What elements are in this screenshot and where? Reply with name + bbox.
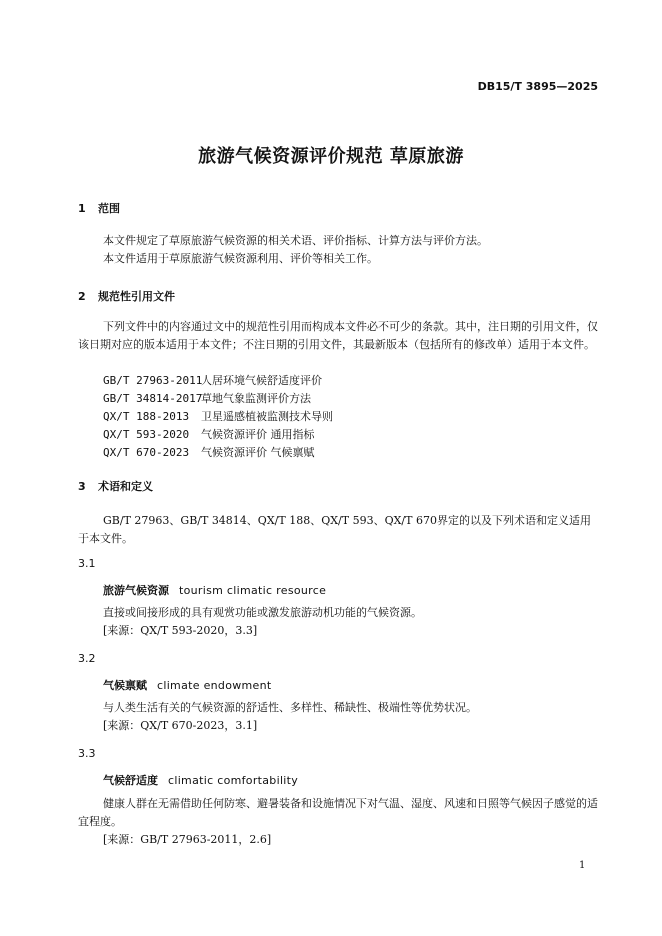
reference-item xyxy=(103,390,311,406)
term-definition: 直接或间接形成的具有观赏功能或激发旅游动机功能的气候资源。 xyxy=(103,606,422,619)
reference-item xyxy=(103,444,315,460)
section-number: 3 xyxy=(78,480,86,493)
reference-title: 卫星遥感植被监测技术导则 xyxy=(201,410,333,423)
reference-code: QX/T 188-2013 xyxy=(103,410,190,423)
term-entry xyxy=(103,772,298,788)
page-title: 旅游气候资源评价规范 草原旅游 xyxy=(198,146,464,167)
term-number: 3.1 xyxy=(78,557,96,570)
term-number: 3.3 xyxy=(78,747,96,760)
section-number: 2 xyxy=(78,290,86,303)
term-source: [来源：QX/T 593-2020，3.3] xyxy=(103,624,258,637)
term-zh: 气候舒适度 xyxy=(103,774,158,787)
term-number: 3.2 xyxy=(78,652,96,665)
reference-item xyxy=(103,372,322,388)
term-zh: 旅游气候资源 xyxy=(103,584,169,597)
term-en: climate endowment xyxy=(157,679,272,692)
section-number: 1 xyxy=(78,202,86,215)
reference-code: QX/T 670-2023 xyxy=(103,446,190,459)
term-en: tourism climatic resource xyxy=(179,584,327,597)
term-source: [来源：GB/T 27963-2011，2.6] xyxy=(103,833,272,846)
section-heading-normative-references xyxy=(78,288,175,304)
term-definition: 健康人群在无需借助任何防寒、避暑装备和设施情况下对气温、湿度、风速和日照等气候因子感觉的适宜程度。 xyxy=(78,797,598,828)
term-entry xyxy=(103,582,326,598)
paragraph: 下列文件中的内容通过文中的规范性引用而构成本文件必不可少的条款。其中，注日期的引用文件，仅该日期对应的版本适用于本文件；不注日期的引用文件，其最新版本（包括所有的修改单）适用于本文件。 xyxy=(78,320,598,351)
term-entry xyxy=(103,677,272,693)
reference-item xyxy=(103,408,333,424)
section-title: 规范性引用文件 xyxy=(98,290,175,303)
paragraph: 本文件规定了草原旅游气候资源的相关术语、评价指标、计算方法与评价方法。 xyxy=(103,234,488,247)
term-en: climatic comfortability xyxy=(168,774,299,787)
section-heading-terms xyxy=(78,478,153,494)
section-title: 范围 xyxy=(98,202,120,215)
term-definition: 与人类生活有关的气候资源的舒适性、多样性、稀缺性、极端性等优势状况。 xyxy=(103,701,477,714)
reference-code: GB/T 27963-2011 xyxy=(103,374,203,387)
reference-title: 气候资源评价 气候禀赋 xyxy=(201,446,315,459)
term-source: [来源：QX/T 670-2023，3.1] xyxy=(103,719,258,732)
reference-title: 草地气象监测评价方法 xyxy=(201,392,311,405)
paragraph: 本文件适用于草原旅游气候资源利用、评价等相关工作。 xyxy=(103,252,378,265)
section-title: 术语和定义 xyxy=(98,480,153,493)
reference-code: GB/T 34814-2017 xyxy=(103,392,203,405)
reference-code: QX/T 593-2020 xyxy=(103,428,190,441)
reference-title: 人居环境气候舒适度评价 xyxy=(201,374,322,387)
page-number: 1 xyxy=(579,860,586,871)
reference-title: 气候资源评价 通用指标 xyxy=(201,428,315,441)
document-number: DB15/T 3895—2025 xyxy=(477,80,598,93)
section-heading-scope xyxy=(78,200,120,216)
term-zh: 气候禀赋 xyxy=(103,679,147,692)
reference-item xyxy=(103,426,315,442)
paragraph: GB/T 27963、GB/T 34814、QX/T 188、QX/T 593、QX/T 670界定的以及下列术语和定义适用于本文件。 xyxy=(78,514,591,545)
